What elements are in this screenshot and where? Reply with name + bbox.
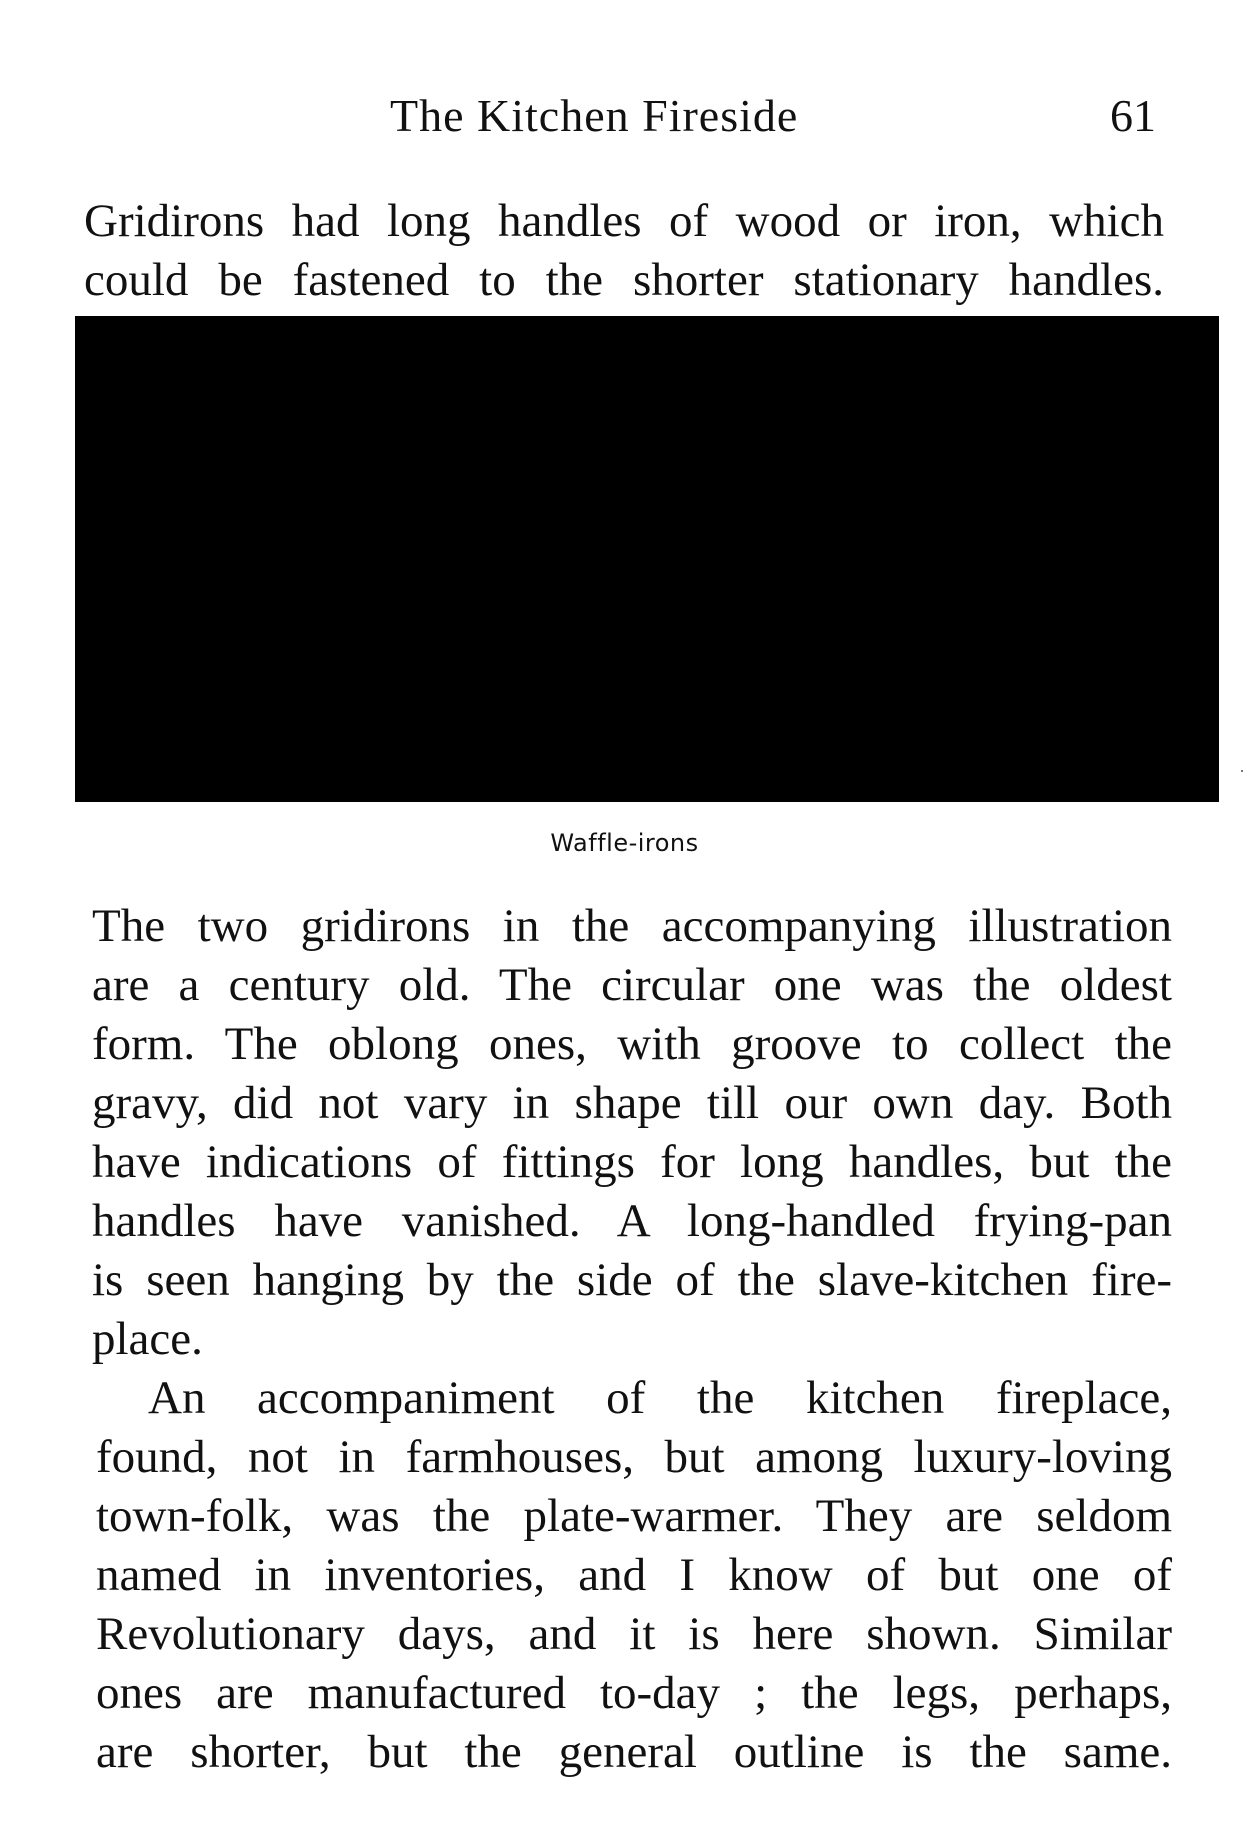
text-line: have indications of fittings for long handles, but the <box>92 1136 1172 1188</box>
text-line: are shorter, but the general outline is the same. <box>96 1726 1172 1778</box>
text-line: An accompaniment of the kitchen fireplace, <box>148 1372 1172 1424</box>
text-line: named in inventories, and I know of but one of <box>96 1549 1172 1601</box>
text-line: The two gridirons in the accompanying illustration <box>92 900 1172 952</box>
text-line: place. <box>92 1313 203 1365</box>
text-line: are a century old. The circular one was the oldest <box>92 959 1172 1011</box>
text-line: could be fastened to the shorter stationary handles. <box>84 254 1164 306</box>
running-head <box>0 86 1249 146</box>
text-line: handles have vanished. A long-handled frying-pan <box>92 1195 1172 1247</box>
text-line: form. The oblong ones, with groove to collect the <box>92 1018 1172 1070</box>
figure-caption: Waffle-irons <box>550 829 699 857</box>
text-line: gravy, did not vary in shape till our own day. Both <box>92 1077 1172 1129</box>
running-title: The Kitchen Fireside <box>390 90 799 141</box>
text-line: is seen hanging by the side of the slave-kitchen fire- <box>92 1254 1172 1306</box>
figure-image-waffle-irons <box>75 316 1219 802</box>
text-line: ones are manufactured to-day ; the legs, perhaps, <box>96 1667 1172 1719</box>
text-line: found, not in farmhouses, but among luxury-loving <box>96 1431 1172 1483</box>
text-line: Revolutionary days, and it is here shown. Similar <box>96 1608 1172 1660</box>
text-line: town-folk, was the plate-warmer. They are seldom <box>96 1490 1172 1542</box>
page-number: 61 <box>1110 90 1156 141</box>
text-line: Gridirons had long handles of wood or iron, which <box>84 195 1164 247</box>
scan-speck <box>1241 770 1243 772</box>
